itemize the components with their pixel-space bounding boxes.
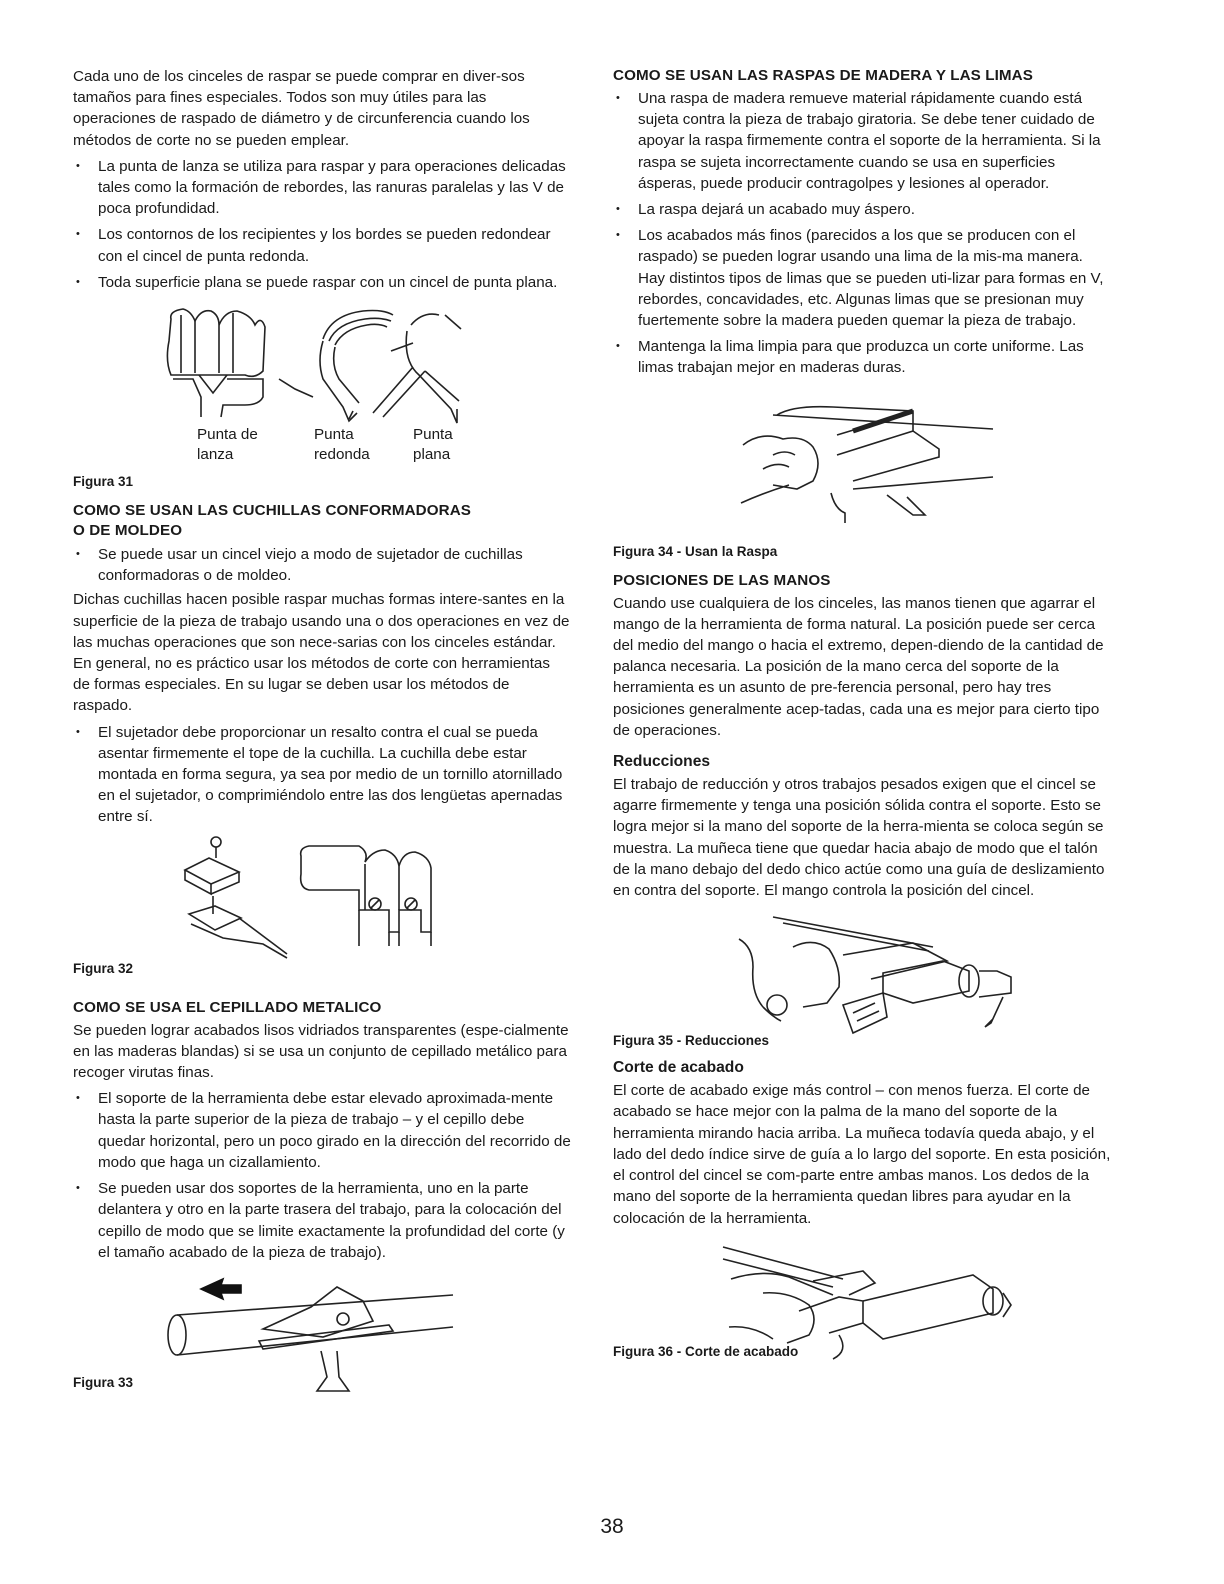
left-arrow-icon [201,1279,241,1299]
reducciones-paragraph: El trabajo de reducción y otros trabajos pesados exigen que el cincel se agarre firmemente y tenga una posición sólida contra el soporte. Esto se logra mejor si la mano del soporte de la herra-mienta se coloca según se muestra. La muñeca tiene que quedar hacia abajo de modo que el talón de la mano debajo del dedo chico actúe como una guía de deslizamiento en contra del soporte. El mango controla la posición del cincel. [613,776,1105,900]
roughing-hands-illustration [613,907,1111,1037]
label-plana: plana [413,446,451,464]
figure-34 [613,385,1111,561]
manos-paragraph: Cuando use cualquiera de los cinceles, las manos tienen que agarrar el mango de la herramienta de forma natural. La posición puede ser cerca del medio del mango o hacia el extremo, depen-diendo de la cantidad de palanca necesaria. La posición de la mano cerca del soporte de la herramienta es un asunto de pre-ferencia personal, pero hay tres posiciones generalmente acep-tadas, cada una es mejor para cierto tipo de operaciones. [613,594,1104,739]
bullet-acabados-finos: • Los acabados más finos (parecidos a los que se producen con el raspado) se pueden lograr usando una lima de la mis-ma manera. Hay distintos tipos de limas que se pueden uti-lizar para formas en V, rebordes, concavidades, etc. Algunas limas que se presionan muy fuertemente sobre la madera pueden quemar la pieza de trabajo. [613,225,1111,331]
form-cutter-holder-illustration [73,834,571,964]
label-redonda: redonda [314,446,370,464]
bullet-punta-lanza: • La punta de lanza se utiliza para raspar y para operaciones delicadas tales como la formación de rebordes, las ranuras paralelas y las V de poca profundidad. [73,156,571,220]
heading-reducciones: Reducciones [613,753,711,771]
corte-paragraph: El corte de acabado exige más control – con menos fuerza. El corte de acabado se hace mejor con la palma de la mano del soporte de la herramienta mirando hacia arriba. La muñeca todavía queda abajo, y el lado del dedo índice sirve de guía a lo largo del soporte. En esta posición, el control del cincel se com-parte entre ambas manos. Los dedos de la mano del soporte de la herramienta quedan libres para ayudar en la colocación de la herramienta. [613,1082,1111,1227]
heading-cepillado: COMO SE USA EL CEPILLADO METALICO [73,998,382,1016]
figure-33-caption: Figura 33 [73,1374,134,1390]
heading-posiciones-manos: POSICIONES DE LAS MANOS [613,571,831,589]
bullet-raspa-madera: • Una raspa de madera remueve material rápidamente cuando está sujeta contra la pieza de trabajo giratoria. Se debe tener cuidado de apoyar la raspa firmemente contra el soporte de la herramienta. Si la raspa se sujeta incorrectamente cuando se usa en superficies ásperas, puede producir contragolpes y lesiones al operador. [613,88,1111,194]
bullet-punta-plana: • Toda superficie plana se puede raspar con un cincel de punta plana. [73,272,571,293]
cepillado-paragraph: Se pueden lograr acabados lisos vidriados transparentes (espe-cialmente en las maderas blandas) si se usa un conjunto de cepillado metálico para recoger virutas finas. [73,1021,569,1082]
figure-36 [613,1231,1111,1381]
figure-36-caption: Figura 36 - Corte de acabado [613,1343,799,1359]
heading-cuchillas-1: COMO SE USAN LAS CUCHILLAS CONFORMADORAS [73,502,472,520]
label-punta-plana-1: Punta [413,426,453,444]
figure-34-caption: Figura 34 - Usan la Raspa [613,543,778,559]
intro-paragraph: Cada uno de los cinceles de raspar se puede comprar en diver-sos tamaños para fines especiales. Todos son muy útiles para las operaciones de raspado de diámetro y de circunferencia cuando los métodos de corte no se pueden emplear. [73,68,530,149]
bullet-lima-limpia: • Mantenga la lima limpia para que produzca un corte uniforme. Las limas trabajan mejor en maderas duras. [613,336,1111,378]
bullet-cincel-viejo: • Se puede usar un cincel viejo a modo de sujetador de cuchillas conformadoras o de moldeo. [73,544,571,586]
bullet-punta-redonda: • Los contornos de los recipientes y los bordes se pueden redondear con el cincel de punta redonda. [73,224,571,266]
bullet-soporte-elevado: • El soporte de la herramienta debe estar elevado aproximada-mente hasta la parte superior de la pieza de trabajo – y el cepillo debe quedar horizontal, pero un poco girado en la dirección del recorrido de modo que haga un cizallamiento. [73,1088,571,1173]
figure-31-caption: Figura 31 [73,474,134,490]
label-punta-redonda-1: Punta [314,426,354,444]
figure-32-caption: Figura 32 [73,960,134,976]
figure-35-caption: Figura 35 - Reducciones [613,1033,770,1049]
bullet-dos-soportes: • Se pueden usar dos soportes de la herramienta, uno en la parte delantera y otro en la parte trasera del trabajo, para la colocación del cepillo de modo que se limite exactamente la profundidad del corte (y el tamaño acabado de la pieza de trabajo). [73,1178,571,1263]
bullet-sujetador: • El sujetador debe proporcionar un resalto contra el cual se pueda asentar firmemente el tope de la cuchilla. La cuchilla debe estar montada en forma segura, ya sea por medio de un tornillo atornillado en el sujetador, o comprimiéndolo entre las dos lengüetas apernadas entre sí. [73,722,571,828]
label-punta-de: Punta de [197,426,258,444]
figure-35 [613,907,1111,1057]
figure-33 [73,1267,571,1407]
figure-31 [73,301,571,489]
bullet-acabado-aspero: • La raspa dejará un acabado muy áspero. [613,199,1111,220]
heading-raspas: COMO SE USAN LAS RASPAS DE MADERA Y LAS LIMAS [613,67,1033,84]
rasp-usage-illustration [613,385,1111,541]
chisel-tips-illustration [73,301,571,431]
finishing-cut-illustration [613,1231,1111,1361]
metal-plane-illustration [73,1267,571,1407]
right-column [613,66,1111,1381]
label-lanza: lanza [197,446,234,464]
heading-cuchillas-2: O DE MOLDEO [73,522,183,540]
left-column [73,66,571,1407]
page-number: 38 [600,1515,624,1538]
heading-corte-acabado: Corte de acabado [613,1059,744,1077]
cuchillas-paragraph: Dichas cuchillas hacen posible raspar muchas formas intere-santes en la superficie de la pieza de trabajo usando una o dos operaciones en vez de las muchas operaciones que son nece-sarias con los cinceles estándar. En general, no es práctico usar los métodos de corte con herramientas de formas especiales. En su lugar se deben usar los métodos de raspado. [73,591,570,715]
figure-32 [73,834,571,990]
